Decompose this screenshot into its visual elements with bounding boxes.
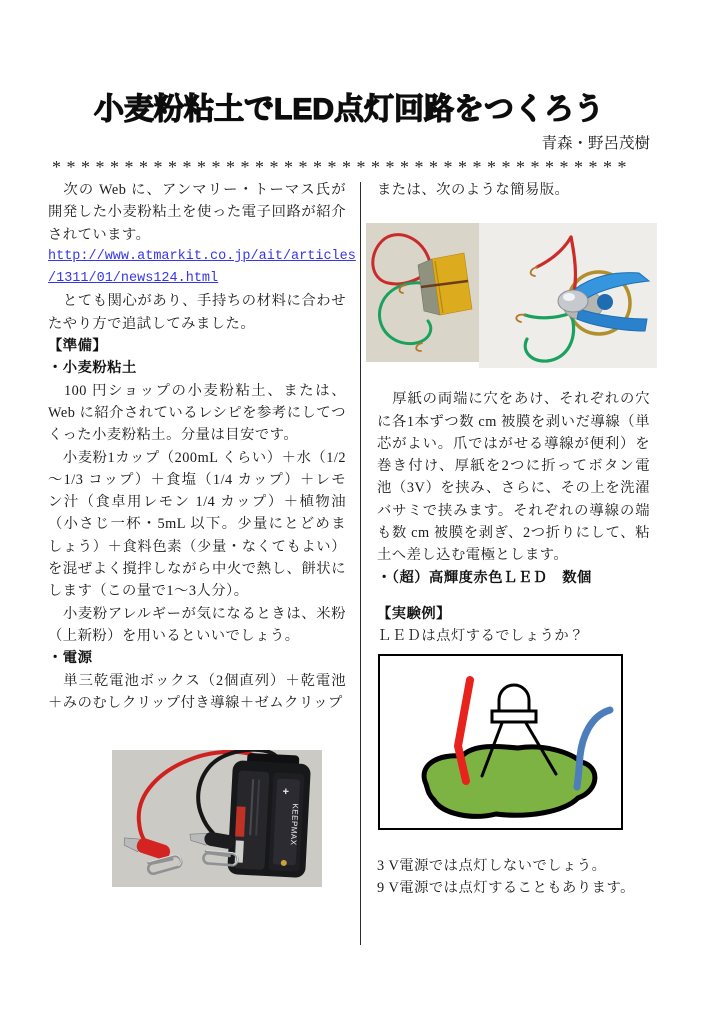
clamp-highlight bbox=[563, 293, 575, 301]
experiment-heading: 【実験例】 bbox=[377, 605, 451, 622]
led-item: ・（超）高輝度赤色ＬＥＤ 数個 bbox=[377, 569, 592, 586]
metal-clamp bbox=[558, 290, 588, 312]
clothespin-battery-photo bbox=[479, 223, 657, 368]
power-paragraph: 単三乾電池ボックス（2個直列）＋乾電池＋みのむしクリップ付き導線＋ゼムクリップ bbox=[48, 672, 346, 711]
simple-version-intro: または、次のような簡易版。 bbox=[377, 182, 570, 198]
simple-version-photos bbox=[366, 223, 657, 368]
experiment-illustration-frame bbox=[378, 654, 623, 830]
followup-paragraph: とても関心があり、手持ちの材料に合わせたやり方で追試してみました。 bbox=[48, 293, 346, 332]
cardboard-battery-photo bbox=[366, 223, 479, 362]
power-heading: ・電源 bbox=[48, 650, 93, 667]
battery-plus-mark: + bbox=[282, 785, 290, 799]
clay-paragraph-2: 小麦粉1カップ（200mL くらい）＋水（1/2～1/3 コップ）＋食塩（1/4 カップ）＋レモン汁（食卓用レモン 1/4 カップ）＋植物油（小さじ一杯・5mL 以下。少量にとどめましょう）＋食料色素（少量・なくてもよい）を混ぜよく撹拌しながら中火で熱し、餅状にします（この量で1～3人分）。 bbox=[48, 449, 346, 600]
article-link[interactable] bbox=[48, 246, 356, 291]
result-3v: 3 V電源では点灯しないでしょう。 bbox=[377, 857, 607, 874]
left-column bbox=[48, 179, 356, 887]
article-link-line1: http://www.atmarkit.co.jp/ait/articles bbox=[48, 248, 356, 264]
folded-cardboard bbox=[418, 253, 472, 315]
author-name: 青森・野呂茂樹 bbox=[541, 135, 650, 152]
clay-heading: ・小麦粉粘土 bbox=[48, 360, 137, 377]
battery-red-label bbox=[235, 807, 246, 837]
led-dome bbox=[499, 685, 529, 711]
page-title: 小麦粉粘土でLED点灯回路をつくろう bbox=[94, 93, 604, 126]
construction-paragraph: 厚紙の両端に穴をあけ、それぞれの穴に各1本ずつ数 cm 被膜を剥いだ導線（単芯がよい。爪ではがせる導線が便利）を巻き付け、厚紙を2つに折ってボタン電池（3V）を挟み、さらに、その上を洗濯バサミで挟みます。それぞれの導線の端も数 cm 被膜を剥ぎ、2つ折りにして、粘土へ差し込む電極とします。 bbox=[377, 391, 650, 564]
experiment-question: ＬＥＤは点灯するでしょうか？ bbox=[377, 628, 585, 645]
battery-brand-label: KEEPMAX bbox=[288, 803, 300, 846]
battery-box-photo bbox=[112, 750, 322, 887]
prep-heading: 【準備】 bbox=[48, 338, 108, 355]
result-9v: 9 V電源では点灯することもあります。 bbox=[377, 879, 635, 896]
column-divider bbox=[360, 182, 361, 945]
clay-paragraph-3: 小麦粉アレルギーが気になるときは、米粉（上新粉）を用いるといいでしょう。 bbox=[48, 605, 346, 644]
clay-paragraph-1: 100 円ショップの小麦粉粘土、または、Web に紹介されているレシピを参考にしてつくった小麦粉粘土。分量は目安です。 bbox=[48, 382, 346, 444]
asterisk-separator: **************************************** bbox=[52, 157, 632, 177]
battery-holder bbox=[227, 752, 311, 878]
clay-blob bbox=[424, 746, 595, 816]
article-link-line2: /1311/01/news124.html bbox=[48, 271, 219, 287]
led-clay-illustration bbox=[380, 656, 621, 828]
right-column bbox=[377, 179, 650, 899]
intro-paragraph: 次の Web に、アンマリー・トーマス氏が開発した小麦粉粘土を使った電子回路が紹介されています。 bbox=[48, 182, 346, 243]
led-flange bbox=[492, 711, 536, 722]
